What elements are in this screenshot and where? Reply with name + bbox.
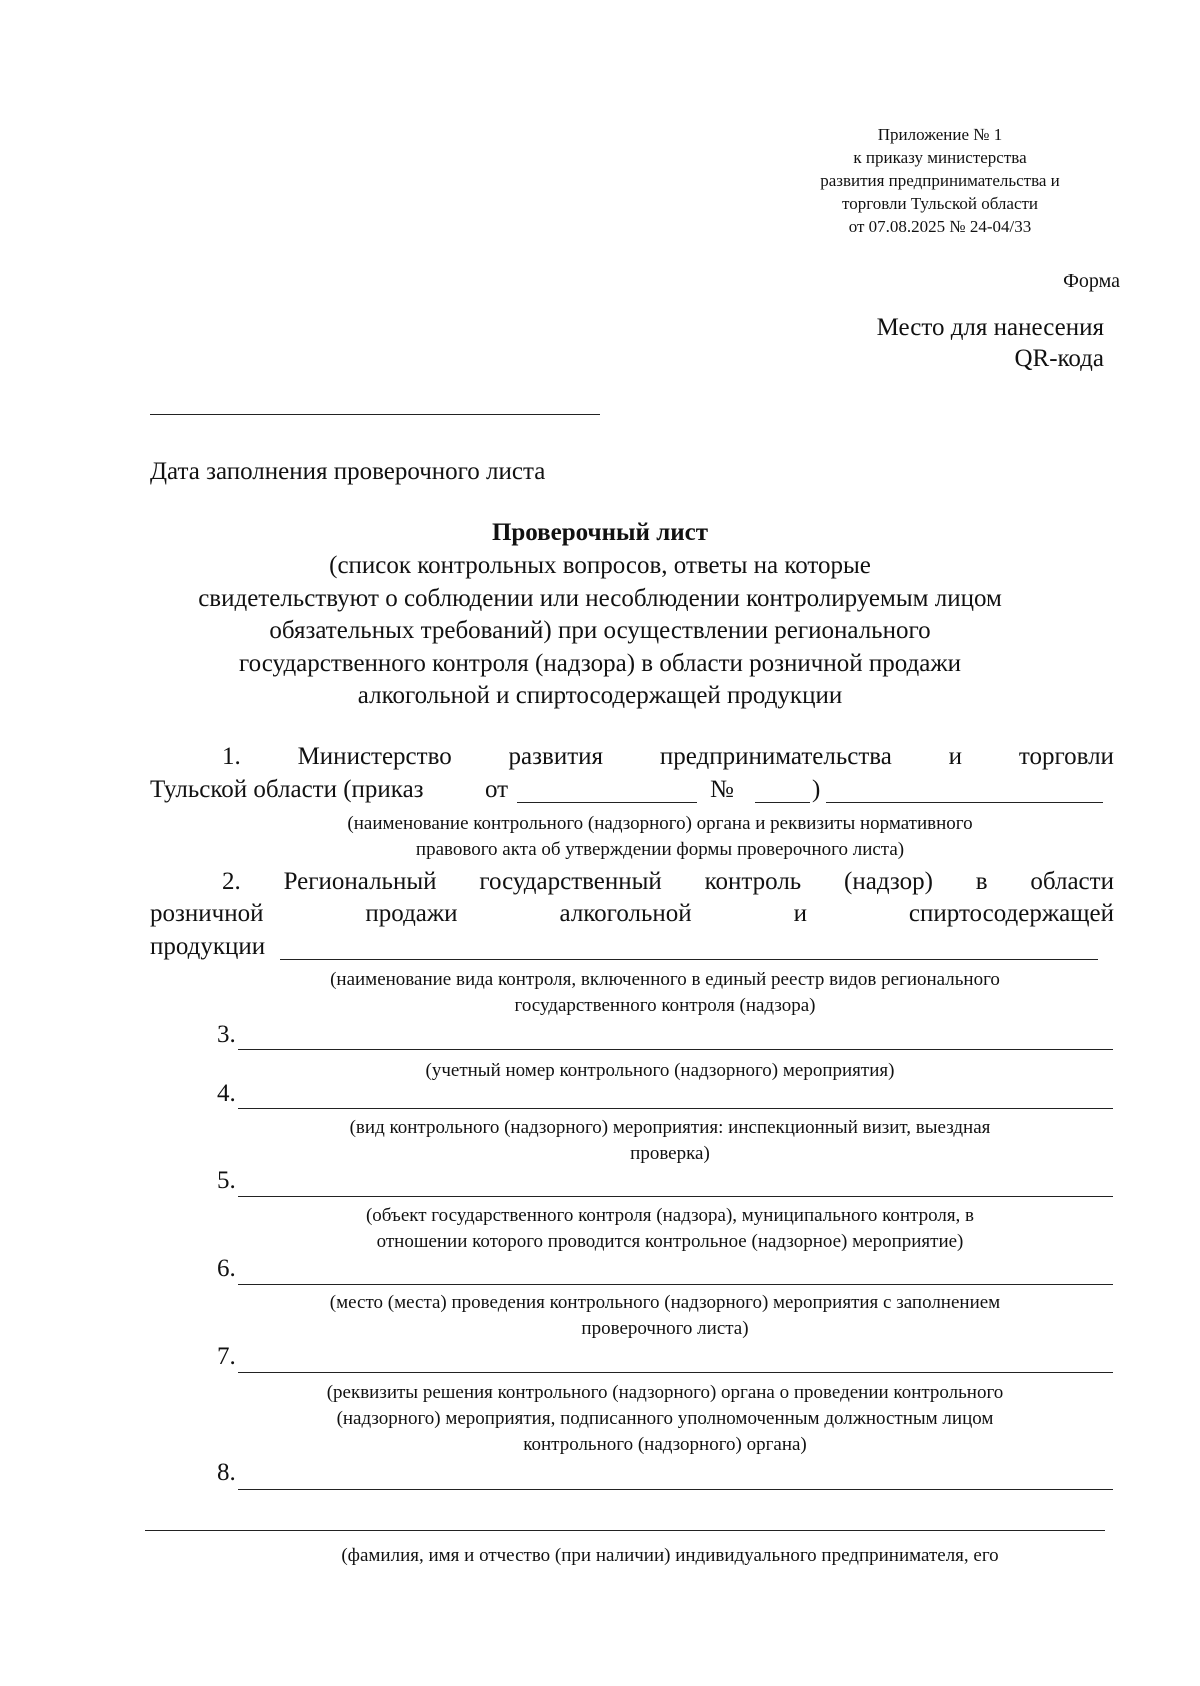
item6-field[interactable] [238,1284,1113,1285]
note-line: (учетный номер контрольного (надзорного) мероприятия) [425,1060,895,1081]
note-line: (наименование вида контроля, включенного в единый реестр видов регионального [330,969,1000,990]
order-date-field[interactable] [517,802,697,803]
item4-note [240,1115,1100,1167]
order-number-field[interactable] [755,802,810,803]
item2-word: алкогольной [559,900,692,927]
item2-word: в [975,868,988,895]
note-line: (место (места) проведения контрольного (надзорного) мероприятия с заполнением [329,1292,1001,1313]
appendix-line: к приказу министерства [853,148,1027,167]
subtitle-line: государственного контроля (надзора) в области розничной продажи [239,649,961,677]
item2-word: Региональный [283,868,437,895]
note-line: проверочного листа) [581,1318,749,1339]
fill-date-label: Дата заполнения проверочного листа [150,458,546,485]
subtitle [100,550,1100,713]
item1-word: Министерство [297,743,452,770]
note-line: (надзорного) мероприятия, подписанного уполномоченным должностным лицом [336,1408,994,1429]
appendix-line: Приложение № 1 [877,125,1003,144]
item5-note [240,1203,1100,1255]
subtitle-line: свидетельствуют о соблюдении или несоблюдении контролируемым лицом [198,584,1002,612]
appendix-line: от 07.08.2025 № 24-04/33 [848,217,1032,236]
item8-note [230,1543,1110,1569]
note-line: правового акта об утверждении формы проверочного листа) [415,839,905,860]
item1-line2-b: от [485,776,509,803]
item2-word: контроль [704,868,802,895]
item1-word: развития [508,743,604,770]
item2-line3: продукции [150,933,266,960]
item4-field[interactable] [238,1108,1113,1109]
item8-field[interactable] [238,1489,1113,1490]
item2-line2 [150,898,1114,929]
item2-word: продажи [365,900,458,927]
appendix-block [770,123,1110,238]
item1-word: и [948,743,963,770]
note-line: (наименование контрольного (надзорного) органа и реквизиты нормативного [347,813,973,834]
item2-word: спиртосодержащей [908,900,1114,927]
note-line: контрольного (надзорного) органа) [523,1434,807,1455]
item1-number-sign: № [710,776,734,803]
item7-number: 7. [217,1343,236,1370]
qr-place-line: Место для нанесения [876,314,1104,341]
item7-note [200,1380,1130,1458]
item2-field[interactable] [280,959,1098,960]
item3-field[interactable] [238,1049,1113,1050]
item1-note [240,811,1080,863]
item3-number: 3. [217,1021,236,1048]
item1-tail-line[interactable] [826,802,1103,803]
item2-word: области [1030,868,1114,895]
item2-word: розничной [150,900,264,927]
item1-word: 1. [222,743,241,770]
item2-word: (надзор) [844,868,933,895]
qr-place-label [877,312,1104,374]
item1-word: предпринимательства [659,743,892,770]
note-line: государственного контроля (надзора) [514,995,816,1016]
item8-field-2[interactable] [145,1530,1105,1531]
note-line: (вид контрольного (надзорного) мероприятия: инспекционный визит, выездная [349,1117,991,1138]
item7-field[interactable] [238,1372,1113,1373]
item6-number: 6. [217,1255,236,1282]
page-title [100,517,1100,548]
item1-closing-paren: ) [812,776,821,803]
note-line: проверка) [630,1143,710,1164]
item3-note [240,1058,1080,1084]
note-line: (объект государственного контроля (надзора), муниципального контроля, в [365,1205,975,1226]
form-label: Форма [1063,270,1120,292]
appendix-line: развития предпринимательства и [820,171,1060,190]
qr-place-line: QR-кода [1014,345,1104,372]
item1-line1 [222,741,1114,772]
subtitle-line: обязательных требований) при осуществлении регионального [269,617,931,644]
item5-field[interactable] [238,1196,1113,1197]
item1-line2-a: Тульской области (приказ [150,776,424,803]
note-line: (фамилия, имя и отчество (при наличии) индивидуального предпринимателя, его [341,1545,999,1566]
fill-date-line [150,414,600,415]
item1-word: торговли [1018,743,1114,770]
item2-line1 [222,866,1114,897]
appendix-line: торговли Тульской области [841,194,1039,213]
item2-word: 2. [222,868,241,895]
item6-note [225,1290,1105,1342]
subtitle-line: алкогольной и спиртосодержащей продукции [357,682,843,709]
item2-word: и [793,900,807,927]
note-line: отношении которого проводится контрольное (надзорное) мероприятие) [376,1231,964,1252]
item2-note [225,967,1105,1019]
item4-number: 4. [217,1080,236,1107]
item8-number: 8. [217,1459,236,1486]
item2-word: государственный [479,868,662,895]
note-line: (реквизиты решения контрольного (надзорного) органа о проведении контрольного [326,1382,1004,1403]
item5-number: 5. [217,1167,236,1194]
title-text: Проверочный лист [491,519,709,546]
subtitle-line: (список контрольных вопросов, ответы на которые [329,552,871,579]
